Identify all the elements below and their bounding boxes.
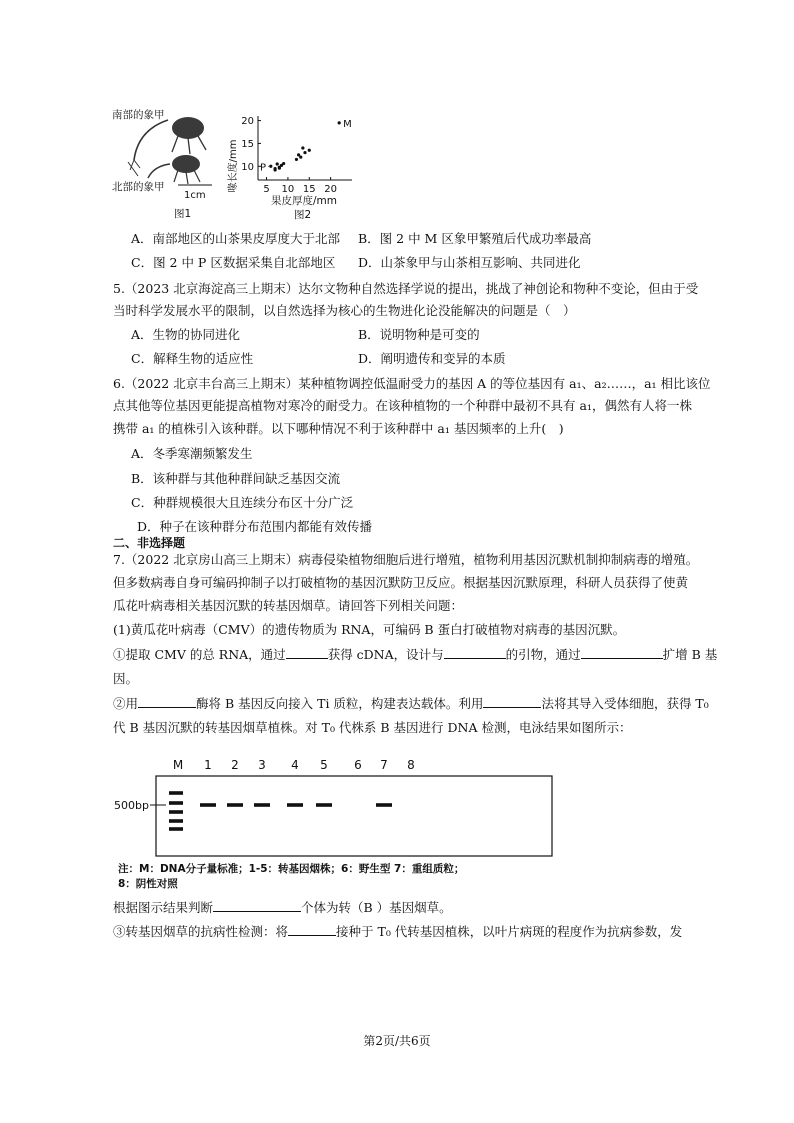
- gel-note-line2: 8：阴性对照: [118, 878, 178, 890]
- q7-part2-line2: 代 B 基因沉默的转基因烟草植株。对 T₀ 代株系 B 基因进行 DNA 检测，电泳结果如图所示：: [113, 720, 632, 735]
- scatter-point: [278, 167, 281, 170]
- q7-part1-end: 因。: [113, 671, 139, 686]
- sample-band: [254, 803, 270, 807]
- q7-sub1: (1)黄瓜花叶病毒（CMV）的遗传物质为 RNA，可编码 B 蛋白打破植物对病毒的基因沉默。: [113, 622, 626, 637]
- scatter-point: [301, 146, 304, 149]
- scatter-point: [297, 153, 300, 156]
- x-tick-label: 15: [302, 184, 316, 195]
- q4-option-c: C．图 2 中 P 区数据采集自北部地区: [131, 255, 336, 270]
- fig2-caption: 图2: [294, 209, 312, 221]
- marker-band: [169, 801, 183, 805]
- y-tick-label: 20: [241, 116, 254, 128]
- q7-part1: ①提取 CMV 的总 RNA，通过 获得 cDNA，设计与 的引物，通过 扩增 B 基: [113, 647, 718, 662]
- marker-band: [169, 827, 183, 831]
- scatter-point: [276, 162, 279, 165]
- point-p-label: P: [260, 162, 267, 174]
- y-tick-label: 10: [241, 161, 254, 173]
- scatter-point: [338, 121, 341, 124]
- blank-3[interactable]: [581, 646, 663, 659]
- blank-6[interactable]: [213, 899, 301, 912]
- south-beetle-rostrum: [134, 120, 168, 160]
- page-footer: 第2页/共6页: [363, 1034, 431, 1048]
- gel-lane-label: M: [172, 758, 184, 772]
- scatter-point: [282, 162, 285, 165]
- q7-stem-line1: 7.（2022 北京房山高三上期末）病毒侵染植物细胞后进行增殖，植物利用基因沉默机制抑制病毒的增殖。: [113, 552, 699, 567]
- marker-size-label: 500bp: [114, 799, 149, 812]
- q5-stem-line2: 当时科学发展水平的限制，以自然选择为核心的生物进化论没能解决的问题是（ ）: [113, 303, 576, 318]
- scatter-point: [273, 168, 276, 171]
- q6-option-a: A．冬季寒潮频繁发生: [131, 446, 253, 461]
- scatter-point: [303, 151, 306, 154]
- north-beetle-body: [172, 155, 200, 173]
- scale-label: 1cm: [184, 190, 206, 201]
- gel-lane-label: 3: [258, 758, 266, 772]
- q6-option-d: D．种子在该种群分布范围内都能有效传播: [137, 519, 373, 534]
- gel-lane-label: 6: [354, 758, 362, 772]
- marker-band: [169, 819, 183, 823]
- gel-frame: [156, 776, 552, 856]
- x-tick-label: 10: [281, 184, 295, 195]
- sample-band: [316, 803, 332, 807]
- marker-band: [169, 791, 183, 795]
- q4-option-a: A．南部地区的山茶果皮厚度大于北部: [131, 231, 341, 246]
- q5-option-c: C．解释生物的适应性: [131, 351, 254, 366]
- sample-band: [287, 803, 303, 807]
- q4-option-d: D．山茶象甲与山茶相互影响、共同进化: [358, 255, 581, 270]
- q7-stem-line2: 但多数病毒自身可编码抑制子以打破植物的基因沉默防卫反应。根据基因沉默原理，科研人员获得了使黄: [113, 575, 689, 590]
- gel-electrophoresis-figure: [108, 752, 568, 892]
- q7-judge: 根据图示结果判断 个体为转（B ）基因烟草。: [113, 900, 452, 915]
- gel-lane-label: 1: [204, 758, 212, 772]
- q6-stem-line3: 携带 a₁ 的植株引入该种群。以下哪种情况不利于该种群中 a₁ 基因频率的上升( ): [113, 421, 564, 436]
- scatter-point: [295, 158, 298, 161]
- blank-2[interactable]: [444, 646, 506, 659]
- marker-band: [169, 810, 183, 814]
- q7-part2: ②用 酶将 B 基因反向接入 Ti 质粒，构建表达载体。利用 法将其导入受体细胞，获得 T₀: [113, 696, 709, 711]
- gel-lane-label: 8: [407, 758, 415, 772]
- gel-lane-label: 7: [380, 758, 388, 772]
- x-axis-label: 果皮厚度/mm: [271, 195, 337, 207]
- blank-7[interactable]: [288, 923, 336, 936]
- gel-lane-label: 4: [291, 758, 299, 772]
- blank-1[interactable]: [286, 646, 328, 659]
- beetle-south-label: 南部的象甲: [112, 109, 165, 121]
- x-tick-label: 5: [263, 184, 270, 195]
- section-heading: 二、非选择题: [113, 536, 186, 550]
- fig1-caption: 图1: [174, 208, 192, 220]
- q4-option-b: B．图 2 中 M 区象甲繁殖后代成功率最高: [358, 231, 592, 246]
- south-beetle-body: [172, 117, 204, 139]
- q6-stem-line1: 6.（2022 北京丰台高三上期末）某种植物调控低温耐受力的基因 A 的等位基因有 a₁、a₂……，a₁ 相比该位: [113, 376, 711, 391]
- point-m-label: M: [343, 118, 352, 130]
- north-beetle-rostrum: [148, 164, 170, 178]
- figure-beetle-illustration: [108, 104, 220, 222]
- figure-scatter-plot: [222, 104, 362, 222]
- q5-option-a: A．生物的协同进化: [131, 327, 241, 342]
- y-tick-label: 15: [241, 138, 254, 150]
- beetle-north-label: 北部的象甲: [112, 181, 165, 193]
- gel-lane-label: 5: [320, 758, 328, 772]
- sample-band: [376, 803, 392, 807]
- sample-band: [227, 803, 243, 807]
- q6-option-b: B．该种群与其他种群间缺乏基因交流: [131, 471, 341, 486]
- blank-5[interactable]: [483, 695, 541, 708]
- q7-part3: ③转基因烟草的抗病性检测：将 接种于 T₀ 代转基因植株，以叶片病斑的程度作为抗病参数，发: [113, 924, 683, 939]
- q5-option-b: B．说明物种是可变的: [358, 327, 480, 342]
- q6-option-c: C．种群规模很大且连续分布区十分广泛: [131, 495, 354, 510]
- gel-lane-label: 2: [231, 758, 239, 772]
- scatter-point: [308, 149, 311, 152]
- x-tick-label: 20: [324, 184, 338, 195]
- scatter-point: [269, 165, 272, 168]
- sample-band: [200, 803, 216, 807]
- blank-4[interactable]: [138, 695, 196, 708]
- y-axis-label: 喙长度/mm: [228, 139, 239, 193]
- q6-stem-line2: 点其他等位基因更能提高植物对寒冷的耐受力。在该种植物的一个种群中最初不具有 a₁，偶然有人将一株: [113, 398, 692, 413]
- q5-stem-line1: 5.（2023 北京海淀高三上期末）达尔文物种自然选择学说的提出，挑战了神创论和物种不变论，但由于受: [113, 281, 699, 296]
- gel-note-line1: 注：M：DNA分子量标准；1-5：转基因烟株；6：野生型 7：重组质粒；: [118, 863, 465, 875]
- q7-stem-line3: 瓜花叶病毒相关基因沉默的转基因烟草。请回答下列相关问题：: [113, 598, 464, 613]
- q5-option-d: D．阐明遗传和变异的本质: [358, 351, 506, 366]
